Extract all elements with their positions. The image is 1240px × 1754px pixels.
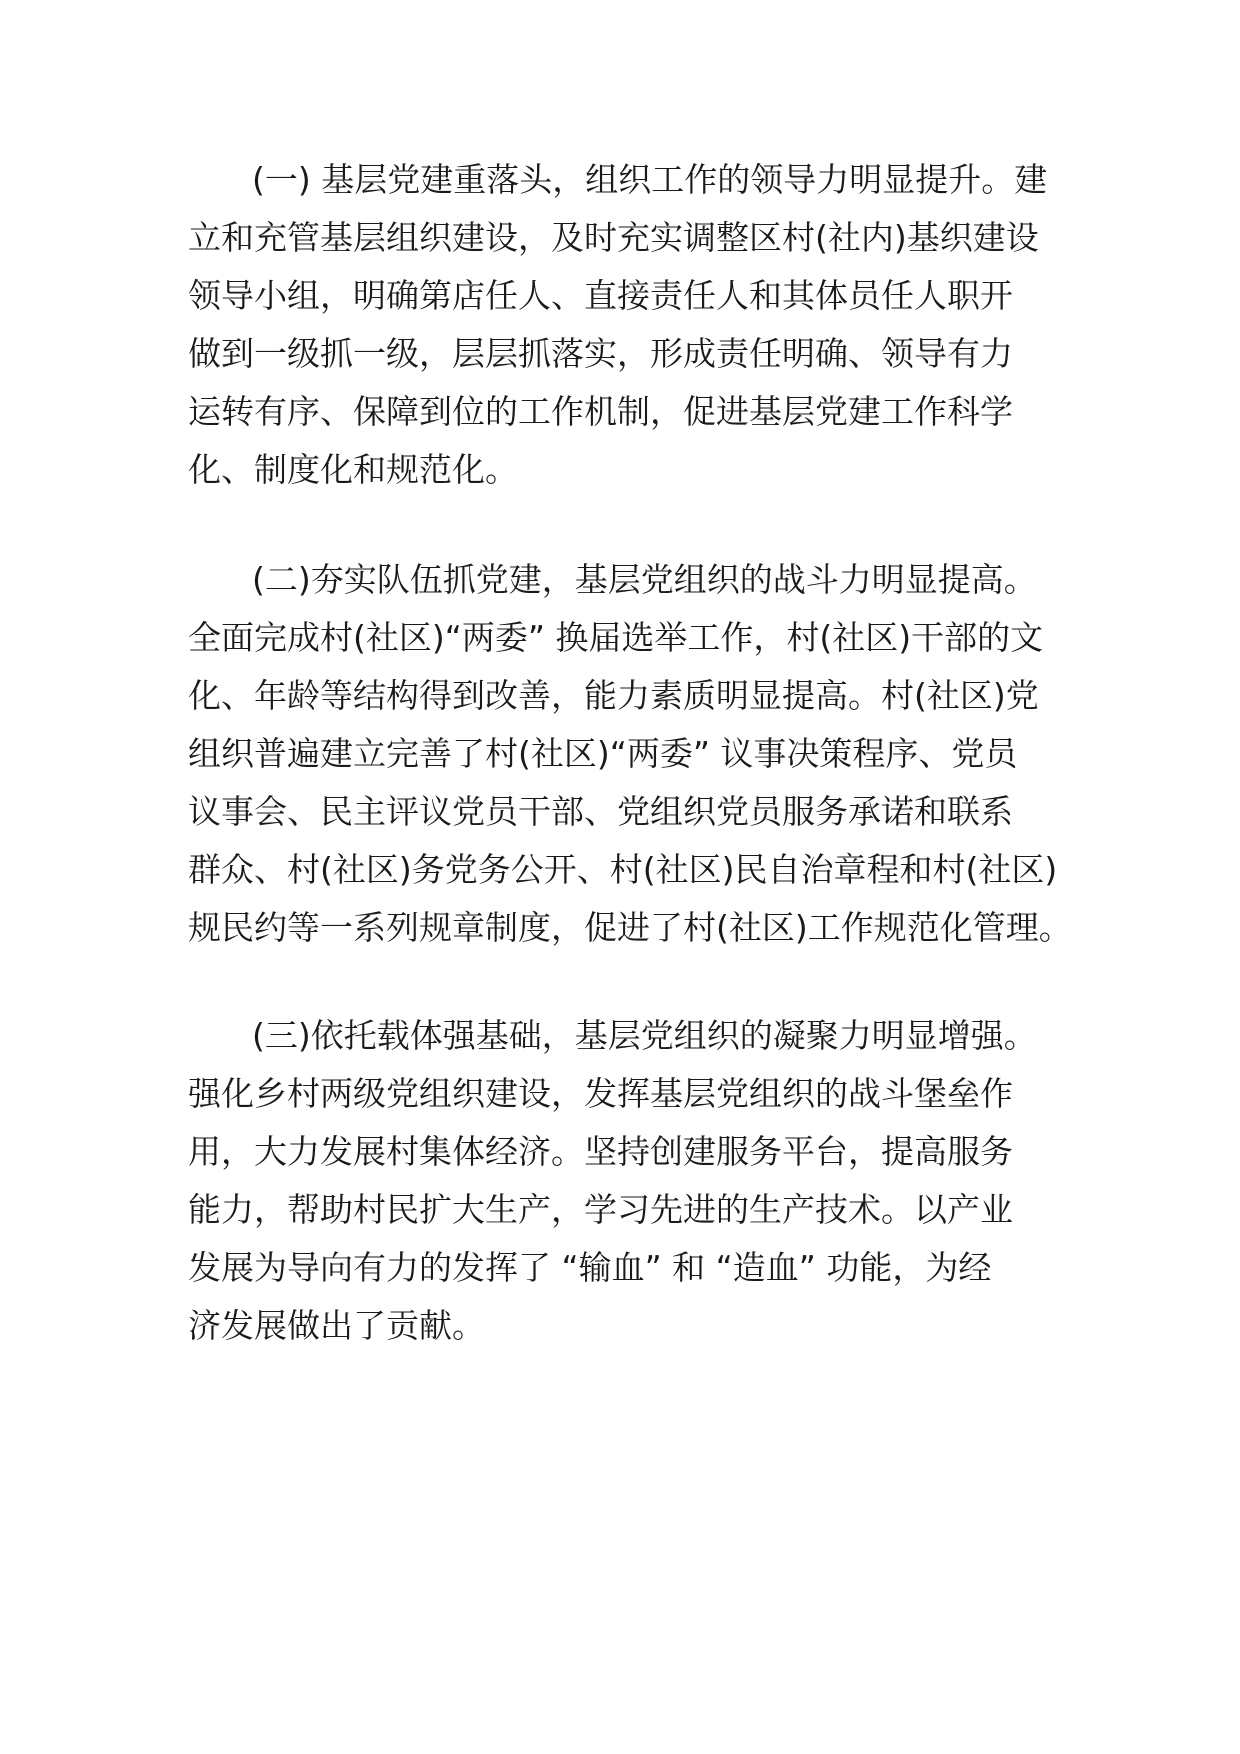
paragraph-1-line-6: 化、制度化和规范化。 [188,450,518,489]
paragraph-2-line-3: 化、年龄等结构得到改善，能力素质明显提高。村(社区)党 [188,676,1039,715]
paragraph-1-line-5: 运转有序、保障到位的工作机制，促进基层党建工作科学 [188,392,1013,431]
paragraph-1-line-1: (一) 基层党建重落头，组织工作的领导力明显提升。建 [252,160,1048,199]
paragraph-3-line-3: 用，大力发展村集体经济。坚持创建服务平台，提高服务 [188,1132,1013,1171]
paragraph-3-line-6: 济发展做出了贡献。 [188,1306,485,1345]
paragraph-3-line-4: 能力，帮助村民扩大生产，学习先进的生产技术。以产业 [188,1190,1013,1229]
paragraph-2-line-2: 全面完成村(社区)“两委” 换届选举工作，村(社区)干部的文 [188,618,1044,657]
paragraph-1-line-4: 做到一级抓一级，层层抓落实，形成责任明确、领导有力 [188,334,1013,373]
paragraph-2-line-4: 组织普遍建立完善了村(社区)“两委” 议事决策程序、党员 [188,734,1018,773]
paragraph-3-line-2: 强化乡村两级党组织建设，发挥基层党组织的战斗堡垒作 [188,1074,1013,1113]
paragraph-2-line-7: 规民约等一系列规章制度，促进了村(社区)工作规范化管理。 [188,908,1072,947]
paragraph-2-line-6: 群众、村(社区)务党务公开、村(社区)民自治章程和村(社区) [188,850,1058,889]
paragraph-3-line-1: (三)依托载体强基础，基层党组织的凝聚力明显增强。 [252,1016,1037,1055]
paragraph-1-line-3: 领导小组，明确第店任人、直接责任人和其体员任人职开 [188,276,1013,315]
paragraph-3-line-5: 发展为导向有力的发挥了 “输血” 和 “造血” 功能，为经 [188,1248,992,1287]
paragraph-1-line-2: 立和充管基层组织建设，及时充实调整区村(社内)基织建设 [188,218,1039,257]
paragraph-2-line-1: (二)夯实队伍抓党建，基层党组织的战斗力明显提高。 [252,560,1037,599]
paragraph-2-line-5: 议事会、民主评议党员干部、党组织党员服务承诺和联系 [188,792,1013,831]
